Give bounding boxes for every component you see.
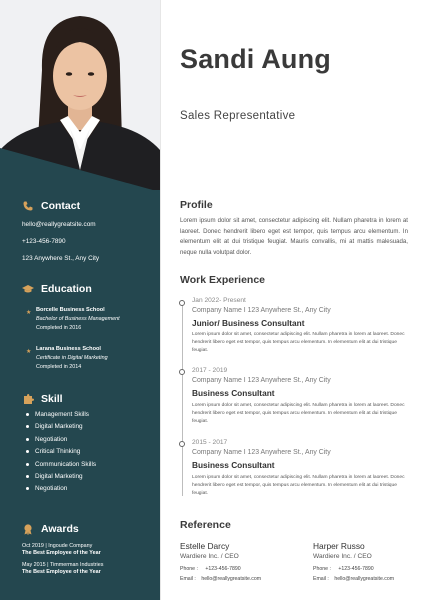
- email-label: Email :: [180, 576, 196, 582]
- skill-label: Digital Marketing: [35, 472, 83, 480]
- reference-email[interactable]: hello@reallygreatsite.com: [201, 576, 262, 582]
- phone-label: Phone :: [180, 566, 198, 572]
- skill-item: [26, 423, 160, 430]
- experience-description: Lorem ipsum dolor sit amet, consectetur adipiscing elit. Nullam pharetra in lorem at laoreet. Donec hendrerit libero eget est tempor, quis tempus arcu elementum. In elementum elit at dui tristique feugiat.: [192, 403, 405, 424]
- bullet-dot-icon: [26, 463, 29, 466]
- puzzle-icon: [22, 393, 34, 405]
- skill-item: [26, 461, 160, 468]
- reference-email[interactable]: hello@reallygreatsite.com: [334, 576, 395, 582]
- skill-title: Skill: [41, 393, 63, 405]
- experience-role: Business Consultant: [192, 460, 275, 470]
- award-item: [22, 543, 160, 556]
- star-bullet-icon: ★: [26, 349, 32, 355]
- experience-date: 2015 - 2017: [192, 439, 228, 446]
- experience-description: Lorem ipsum dolor sit amet, consectetur adipiscing elit. Nullam pharetra in lorem at laoreet. Donec hendrerit libero eget est tempor, quis tempus arcu elementum. In elementum elit at dui tristique feugiat.: [192, 332, 405, 353]
- education-item: [22, 346, 160, 370]
- awards-heading: [22, 523, 160, 535]
- star-bullet-icon: ★: [26, 310, 32, 316]
- skill-item: [26, 436, 160, 443]
- experience-company: Company Name I 123 Anywhere St., Any City: [192, 449, 331, 456]
- education-school: Larana Business School: [36, 346, 101, 352]
- award-item: [22, 562, 160, 575]
- graduation-cap-icon: [22, 283, 34, 295]
- reference-email-row: [180, 576, 261, 582]
- award-name: The Best Employee of the Year: [22, 550, 101, 556]
- candidate-job-title: Sales Representative: [180, 110, 296, 122]
- contact-email[interactable]: hello@reallygreatsite.com: [22, 221, 96, 228]
- candidate-name: Sandi Aung: [180, 44, 331, 74]
- education-section: [0, 283, 160, 370]
- contact-address: 123 Anywhere St., Any City: [22, 255, 100, 262]
- bullet-dot-icon: [26, 425, 29, 428]
- phone-label: Phone :: [313, 566, 331, 572]
- reference-phone[interactable]: +123-456-7890: [205, 566, 241, 572]
- awards-section: [0, 523, 160, 575]
- skill-list: [22, 411, 160, 492]
- skill-item: [26, 473, 160, 480]
- experience-company: Company Name I 123 Anywhere St., Any City: [192, 377, 331, 384]
- reference-name: Harper Russo: [313, 541, 365, 551]
- education-heading: [22, 283, 160, 295]
- contact-section: [0, 200, 160, 262]
- experience-heading: Work Experience: [180, 274, 266, 286]
- education-school: Borcelle Business School: [36, 307, 105, 313]
- awards-title: Awards: [41, 523, 79, 535]
- skill-item: [26, 448, 160, 455]
- bullet-dot-icon: [26, 438, 29, 441]
- skill-item: [26, 485, 160, 492]
- education-degree: Bachelor of Business Management: [36, 316, 120, 322]
- skill-label: Digital Marketing: [35, 423, 83, 431]
- timeline-line: [182, 300, 183, 496]
- bullet-dot-icon: [26, 487, 29, 490]
- email-label: Email :: [313, 576, 329, 582]
- reference-company: Wardiere Inc. / CEO: [180, 553, 239, 560]
- reference-email-row: [313, 576, 394, 582]
- profile-text: Lorem ipsum dolor sit amet, consectetur adipiscing elit. Nullam pharetra in lorem at laoreet. Donec hendrerit libero eget est tempor, quis tempus arcu elementum. In elementum elit at dui tristique feugiat. Mauris convallis, mi at mattis malesuada, neque nulla volutpat dolor.: [180, 217, 408, 256]
- diagonal-divider: [0, 140, 160, 192]
- timeline-dot: [179, 369, 185, 375]
- timeline-dot: [179, 441, 185, 447]
- education-date: Completed in 2014: [36, 364, 82, 370]
- skill-item: [26, 411, 160, 418]
- contact-phone[interactable]: +123-456-7890: [22, 238, 66, 245]
- education-item: [22, 307, 160, 331]
- skill-label: Negotiation: [35, 435, 68, 443]
- skill-heading: [22, 393, 160, 405]
- experience-role: Business Consultant: [192, 388, 275, 398]
- skill-label: Communication Skills: [35, 460, 97, 468]
- skill-section: [0, 393, 160, 492]
- phone-icon: [22, 200, 34, 212]
- skill-label: Negotiation: [35, 485, 68, 493]
- sidebar: [0, 0, 160, 600]
- vertical-divider: [160, 0, 161, 600]
- education-date: Completed in 2016: [36, 325, 82, 331]
- reference-phone-row: [313, 566, 374, 572]
- reference-heading: Reference: [180, 519, 231, 531]
- education-title: Education: [41, 283, 92, 295]
- skill-label: Critical Thinking: [35, 448, 81, 456]
- experience-description: Lorem ipsum dolor sit amet, consectetur adipiscing elit. Nullam pharetra in lorem at laoreet. Donec hendrerit libero eget est tempor, quis tempus arcu elementum. In elementum elit at dui tristique feugiat.: [192, 475, 405, 496]
- experience-company: Company Name I 123 Anywhere St., Any City: [192, 307, 331, 314]
- bullet-dot-icon: [26, 413, 29, 416]
- contact-title: Contact: [41, 200, 81, 212]
- award-date: Oct 2019 | Ingoude Company: [22, 543, 93, 549]
- contact-heading: [22, 200, 160, 212]
- experience-date: Jan 2022- Present: [192, 297, 246, 304]
- reference-phone-row: [180, 566, 241, 572]
- timeline-dot: [179, 300, 185, 306]
- experience-role: Junior/ Business Consultant: [192, 318, 305, 328]
- reference-name: Estelle Darcy: [180, 541, 230, 551]
- award-date: May 2015 | Timmerman Industries: [22, 562, 104, 568]
- award-name: The Best Employee of the Year: [22, 569, 101, 575]
- reference-phone[interactable]: +123-456-7890: [338, 566, 374, 572]
- education-degree: Certificate in Digital Marketing: [36, 355, 108, 361]
- skill-label: Management Skills: [35, 411, 89, 418]
- bullet-dot-icon: [26, 475, 29, 478]
- bullet-dot-icon: [26, 450, 29, 453]
- profile-heading: Profile: [180, 199, 213, 211]
- experience-date: 2017 - 2019: [192, 367, 228, 374]
- reference-company: Wardiere Inc. / CEO: [313, 553, 372, 560]
- award-medal-icon: [22, 523, 34, 535]
